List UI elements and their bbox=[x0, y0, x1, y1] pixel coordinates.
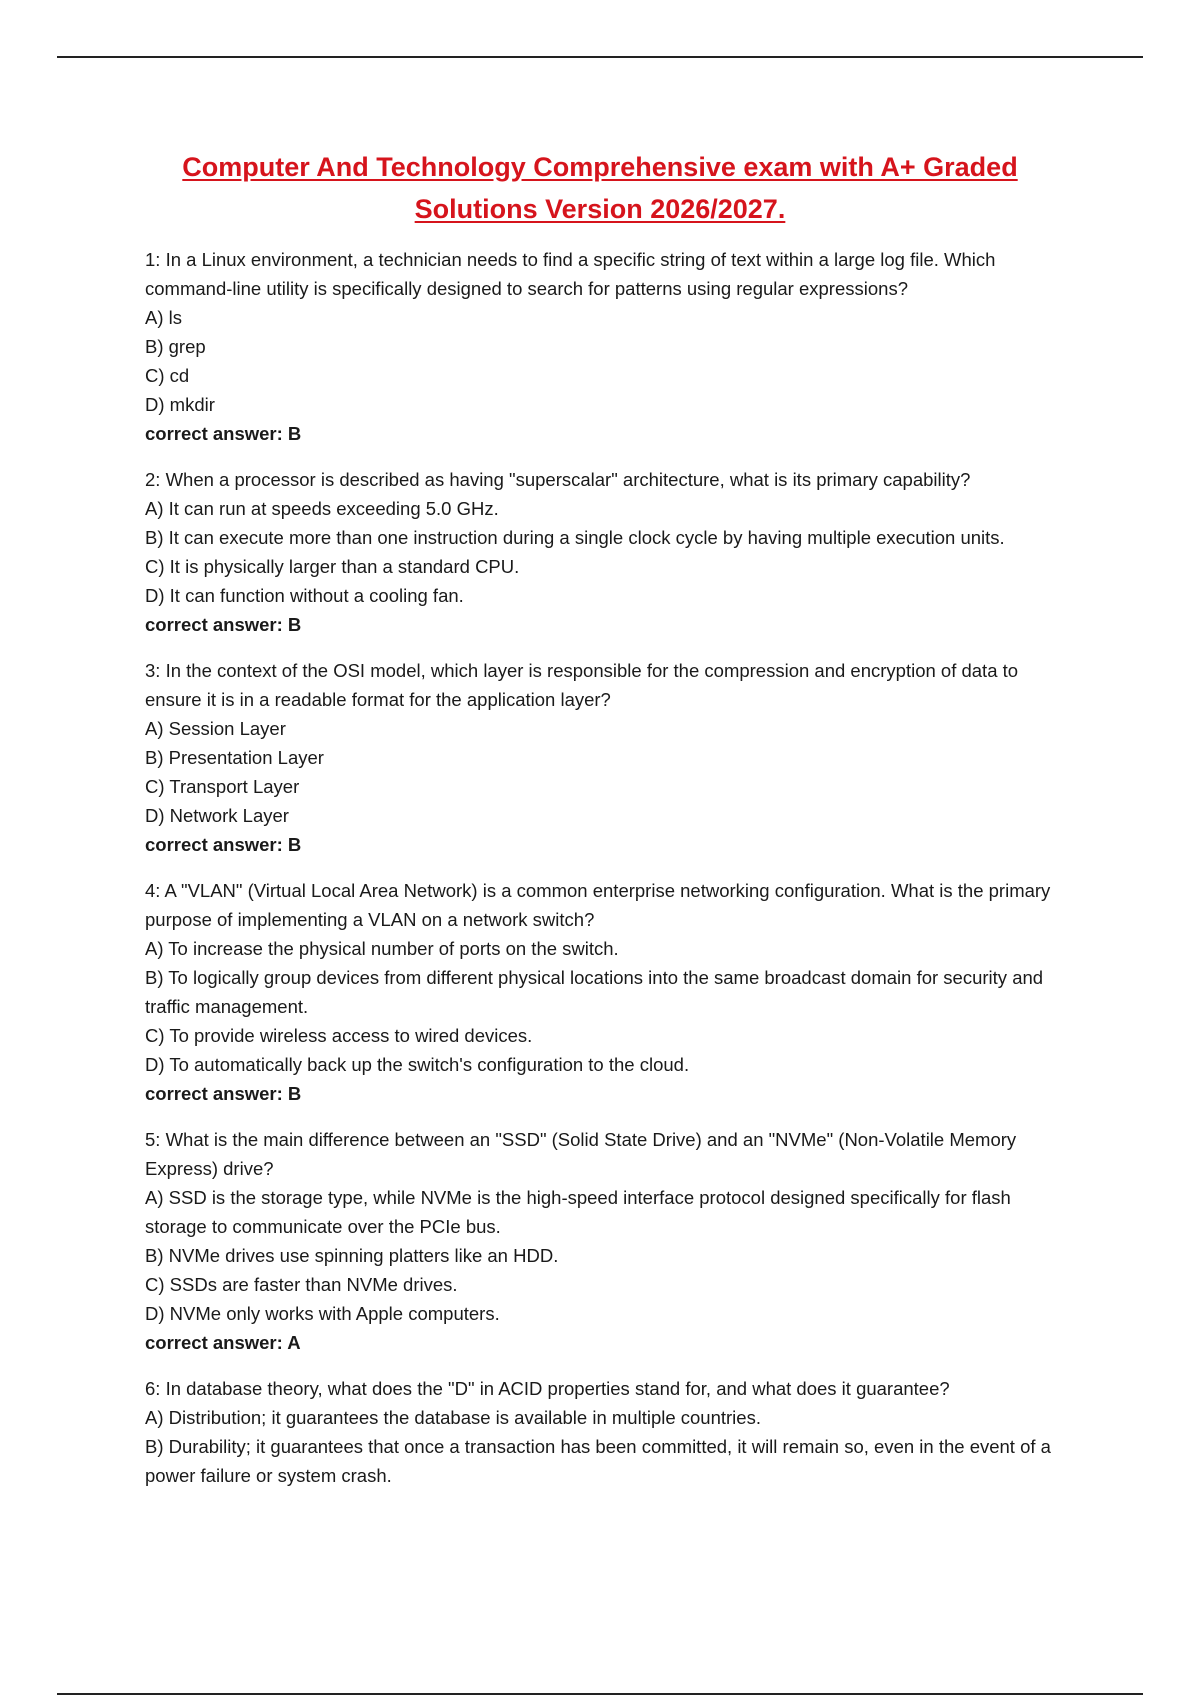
question-stem: 1: In a Linux environment, a technician needs to find a specific string of text within a large log file. Which command-line utility is specifically designed to search for patterns using regular expressions? bbox=[145, 249, 996, 299]
option-d: D) NVMe only works with Apple computers. bbox=[145, 1303, 500, 1324]
option-b: B) NVMe drives use spinning platters like an HDD. bbox=[145, 1245, 559, 1266]
option-a: A) SSD is the storage type, while NVMe is the high-speed interface protocol designed specifically for flash storage to communicate over the PCIe bus. bbox=[145, 1187, 1011, 1237]
question-3 bbox=[145, 656, 1060, 859]
option-d: D) To automatically back up the switch's configuration to the cloud. bbox=[145, 1054, 690, 1075]
document-title: Computer And Technology Comprehensive exam with A+ Graded Solutions Version 2026/2027. bbox=[182, 152, 1018, 224]
footer-rule bbox=[57, 1693, 1143, 1695]
question-2 bbox=[145, 465, 1060, 639]
question-5 bbox=[145, 1125, 1060, 1357]
option-b: B) It can execute more than one instruction during a single clock cycle by having multiple execution units. bbox=[145, 527, 1005, 548]
correct-answer: correct answer: A bbox=[145, 1332, 301, 1353]
option-b: B) Presentation Layer bbox=[145, 747, 324, 768]
correct-answer: correct answer: B bbox=[145, 834, 302, 855]
correct-answer: correct answer: B bbox=[145, 1083, 302, 1104]
question-stem: 2: When a processor is described as having "superscalar" architecture, what is its primary capability? bbox=[145, 469, 971, 490]
option-a: A) Distribution; it guarantees the database is available in multiple countries. bbox=[145, 1407, 761, 1428]
option-a: A) To increase the physical number of ports on the switch. bbox=[145, 938, 619, 959]
option-c: C) cd bbox=[145, 365, 190, 386]
option-a: A) ls bbox=[145, 307, 182, 328]
correct-answer: correct answer: B bbox=[145, 614, 302, 635]
question-stem: 6: In database theory, what does the "D" in ACID properties stand for, and what does it guarantee? bbox=[145, 1378, 950, 1399]
question-stem: 3: In the context of the OSI model, which layer is responsible for the compression and encryption of data to ensure it is in a readable format for the application layer? bbox=[145, 660, 1019, 710]
option-b: B) Durability; it guarantees that once a transaction has been committed, it will remain so, even in the event of a power failure or system crash. bbox=[145, 1436, 1051, 1486]
correct-answer: correct answer: B bbox=[145, 423, 302, 444]
option-c: C) SSDs are faster than NVMe drives. bbox=[145, 1274, 458, 1295]
question-stem: 5: What is the main difference between an "SSD" (Solid State Drive) and an "NVMe" (Non-Volatile Memory Express) drive? bbox=[145, 1129, 1017, 1179]
option-d: D) Network Layer bbox=[145, 805, 289, 826]
option-c: C) To provide wireless access to wired devices. bbox=[145, 1025, 533, 1046]
question-6 bbox=[145, 1374, 1060, 1490]
option-c: C) Transport Layer bbox=[145, 776, 300, 797]
option-b: B) grep bbox=[145, 336, 206, 357]
option-d: D) It can function without a cooling fan. bbox=[145, 585, 464, 606]
option-a: A) It can run at speeds exceeding 5.0 GHz. bbox=[145, 498, 499, 519]
question-4 bbox=[145, 876, 1060, 1108]
header-rule bbox=[57, 56, 1143, 58]
option-b: B) To logically group devices from different physical locations into the same broadcast domain for security and traffic management. bbox=[145, 967, 1044, 1017]
option-d: D) mkdir bbox=[145, 394, 215, 415]
question-list bbox=[145, 245, 1060, 1507]
question-1 bbox=[145, 245, 1060, 448]
question-stem: 4: A "VLAN" (Virtual Local Area Network) is a common enterprise networking configuration. What is the primary purpose of implementing a VLAN on a network switch? bbox=[145, 880, 1051, 930]
option-a: A) Session Layer bbox=[145, 718, 286, 739]
option-c: C) It is physically larger than a standard CPU. bbox=[145, 556, 520, 577]
